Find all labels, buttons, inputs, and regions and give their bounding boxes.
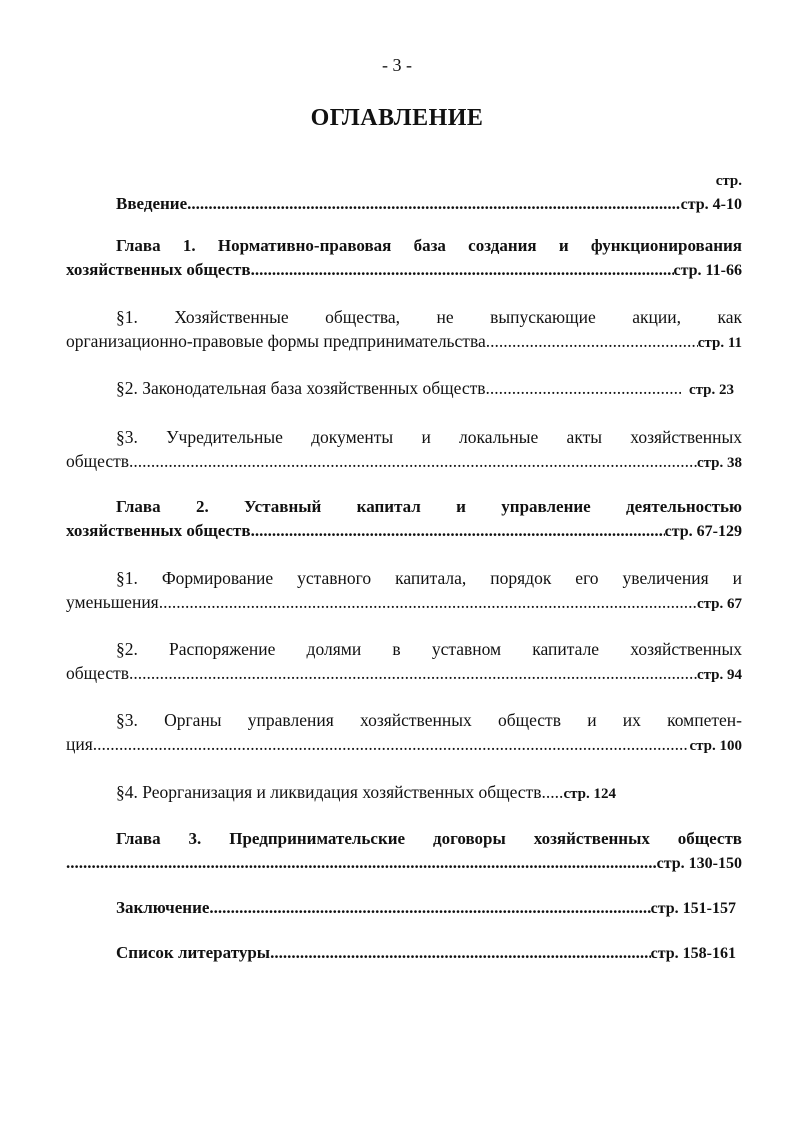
toc-entry-page: стр. 38 [696,455,742,471]
toc-entry-intro[interactable] [66,192,742,217]
toc-entry-title-line1: §3. Учредительные документы и локальные акты хозяйственных [116,427,742,447]
toc-entry-chapter-1[interactable] [66,234,742,283]
dot-leader [209,896,650,920]
toc-entry-ch2-section-2[interactable] [66,637,742,687]
toc-entry-title-line1: §3. Органы управления хозяйственных обществ и их компетен- [116,710,742,730]
toc-entry-title: §4. Реорганизация и ликвидация хозяйственных обществ [116,782,542,802]
page-title: ОГЛАВЛЕНИЕ [310,105,484,131]
toc-entry-title-line1: Глава 1. Нормативно-правовая база создания и функционирования [116,236,742,255]
page-number: - 3 - [382,55,412,75]
toc-entry-title-line1: §1. Хозяйственные общества, не выпускающие акции, как [116,307,742,327]
dot-leader [66,851,657,875]
toc-entry-ch1-section-3[interactable] [66,425,742,475]
toc-entry-page: стр. 4-10 [680,196,742,213]
dot-leader [486,376,681,400]
toc-entry-title-line1: Глава 3. Предпринимательские договоры хозяйственных обществ [116,829,742,848]
dot-leader [129,449,697,473]
toc-entry-title-line1: §1. Формирование уставного капитала, порядок его увеличения и [116,568,742,588]
toc-entry-title: §2. Законодательная база хозяйственных обществ [116,378,486,398]
toc-entry-page: стр. 94 [696,667,742,683]
toc-entry-page: стр. 67 [696,596,742,612]
dot-leader [251,258,674,282]
toc-entry-page: стр. 151-157 [650,900,736,917]
toc-entry-title-line2: организационно-правовые формы предпринимательства [66,331,486,351]
toc-entry-title-line1: Глава 2. Уставный капитал и управление деятельностью [116,497,742,516]
toc-entry-conclusion[interactable] [66,896,736,921]
toc-entry-page: стр. 11 [697,335,742,351]
dot-leader [187,192,680,216]
toc-entry-title-line2: уменьшения [66,592,159,612]
toc-entry-page: стр. 23 [688,382,734,398]
toc-entry-ch1-section-2[interactable] [66,376,734,402]
toc-entry-title-line2: хозяйственных обществ [66,521,251,540]
toc-entry-title-line2: хозяйственных обществ [66,260,251,279]
toc-entry-title: Заключение [116,898,210,917]
toc-entry-title-line2: обществ [66,451,130,471]
toc-entry-references[interactable] [66,941,736,966]
toc-entry-title: Список литературы [116,943,271,962]
toc-entry-title-line2: обществ [66,663,130,683]
toc-entry-ch2-section-4[interactable] [66,780,734,806]
toc-entry-title: Введение [116,194,188,213]
dot-leader [129,661,697,685]
dot-leader [93,732,690,756]
dot-leader [486,329,698,353]
toc-entry-page: стр. 158-161 [650,945,736,962]
toc-entry-ch2-section-1[interactable] [66,566,742,616]
toc-entry-page: стр. 124 [563,786,617,802]
toc-entry-page: стр. 100 [689,738,742,754]
toc-entry-ch1-section-1[interactable] [66,305,742,355]
toc-entry-chapter-3[interactable] [66,827,742,876]
toc-entry-page: стр. 130-150 [656,855,742,872]
toc-entry-chapter-2[interactable] [66,495,742,544]
toc-entry-title-line2: ция [66,734,93,754]
toc-entry-ch2-section-3[interactable] [66,708,742,758]
dot-leader [159,590,697,614]
dot-leader [541,780,563,804]
toc-entry-title-line1: §2. Распоряжение долями в уставном капитале хозяйственных [116,639,742,659]
toc-entry-page: стр. 67-129 [664,523,742,540]
page-column-label: стр. [715,173,742,189]
dot-leader [270,941,651,965]
toc-entry-page: стр. 11-66 [673,262,742,279]
dot-leader [251,519,665,543]
